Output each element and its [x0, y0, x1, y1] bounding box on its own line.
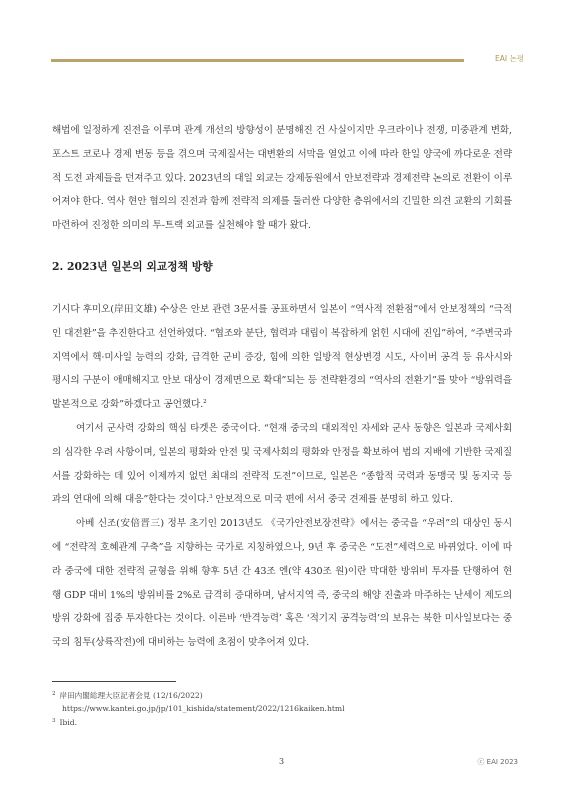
- footnote-3-number: 3: [52, 718, 56, 724]
- footnote-3-text: Ibid.: [59, 718, 78, 727]
- paragraph-3: 아베 신조(安倍晋三) 정부 초기인 2013년도 《국가안전보장전략》에서는 중국을 “우려”의 대상인 동시에 “전략적 호혜관계 구축”을 지향하는 국가로 지칭하였으나, 9년 후 중국은 “도전”세력으로 바뀌었다. 이에 따라 중국에 대한 전략적 균형을 위해 향후 5년 간 43조 엔(약 430조 원)이란 막대한 방위비 투자를 단행하여 현행 GDP 대비 1%의 방위비를 2%로 급격히 증대하며, 남서지역 즉, 중국의 해양 진출과 마주하는 난세이 제도의 방위 강화에 집중 투자한다는 것이다. 이른바 ‘반격능력’ 혹은 ‘적기지 공격능력’의 보유는 북한 미사일보다는 중국의 침투(상륙작전)에 대비하는 능력에 초점이 맞추어져 있다.: [52, 518, 512, 649]
- footnote-2-number: 2: [52, 691, 56, 697]
- footnote-3: [52, 715, 512, 729]
- body-content: [52, 119, 512, 655]
- footnote-2-url[interactable]: https://www.kantei.go.jp/jp/101_kishida/statement/2022/1216kaiken.html: [62, 704, 345, 713]
- paragraph-1: [52, 298, 512, 417]
- section-heading: 2. 2023년 일본의 외교정책 방향: [52, 259, 213, 273]
- intro-paragraph: 해법에 일정하게 진전을 이루며 관계 개선의 방향성이 분명해진 건 사실이지만 우크라이나 전쟁, 미중관계 변화, 포스트 코로나 경제 변동 등을 겪으며 국제질서는 대변환의 서막을 열었고 이에 따라 한일 양국에 까다로운 전략적 도전 과제들을 던져주고 있다. 2023년의 대일 외교는 강제동원에서 안보전략과 경제전략 논의로 전환이 이루어져야 한다. 역사 현안 협의의 진전과 함께 전략적 의제를 둘러싼 다양한 층위에서의 긴밀한 의견 교환의 기회를 마련하여 진정한 의미의 투-트랙 외교를 실천해야 할 때가 왔다.: [52, 125, 512, 232]
- footnote-2: [52, 688, 512, 702]
- page-number: 3: [279, 757, 285, 766]
- paragraph-1-text: 기시다 후미오(岸田文雄) 수상은 안보 관련 3문서를 공표하면서 일본이 “역사적 전환점”에서 안보정책의 “극적인 대전환”을 추진한다고 선언하였다. “협조와 분단, 협력과 대립이 복잡하게 얽힌 시대에 진입”하여, “주변국과 지역에서 핵·미사일 능력의 강화, 급격한 군비 증강, 힘에 의한 일방적 현상변경 시도, 사이버 공격 등 유사시와 평시의 구분이 애매해지고 안보 대상이 경제면으로 확대”되는 등 전략환경의 “역사의 전환기”를 맞아 “방위력을 발본적으로 강화”하겠다고 공언했다.: [52, 303, 512, 411]
- paragraph-2-tail: 안보적으로 미국 편에 서서 중국 견제를 분명히 하고 있다.: [212, 494, 453, 506]
- footnote-2-text: 岸田内閣総理大臣記者会見 (12/16/2022): [59, 691, 203, 700]
- footnote-ref-2[interactable]: 2: [203, 399, 207, 406]
- paragraph-2: [52, 417, 512, 512]
- header-rule: [51, 59, 464, 62]
- paragraph-2-text: 여기서 군사력 강화의 핵심 타겟은 중국이다. “현재 중국의 대외적인 자세와 군사 동향은 일본과 국제사회의 심각한 우려 사항이며, 일본의 평화와 안전 및 국제사회의 평화와 안정을 확보하여 법의 지배에 기반한 국제질서를 강화하는 데 있어 이제까지 없던 최대의 전략적 도전”이므로, 일본은 “종합적 국력과 동맹국 및 동지국 등과의 연대에 의해 대응”한다는 것이다.: [52, 422, 512, 506]
- copyright: ⓒ EAI 2023: [477, 758, 518, 766]
- footnote-rule: [52, 681, 176, 682]
- footnote-ref-3[interactable]: 3: [209, 494, 213, 501]
- header-label: EAI 논평: [495, 54, 524, 63]
- footnotes: [52, 688, 512, 729]
